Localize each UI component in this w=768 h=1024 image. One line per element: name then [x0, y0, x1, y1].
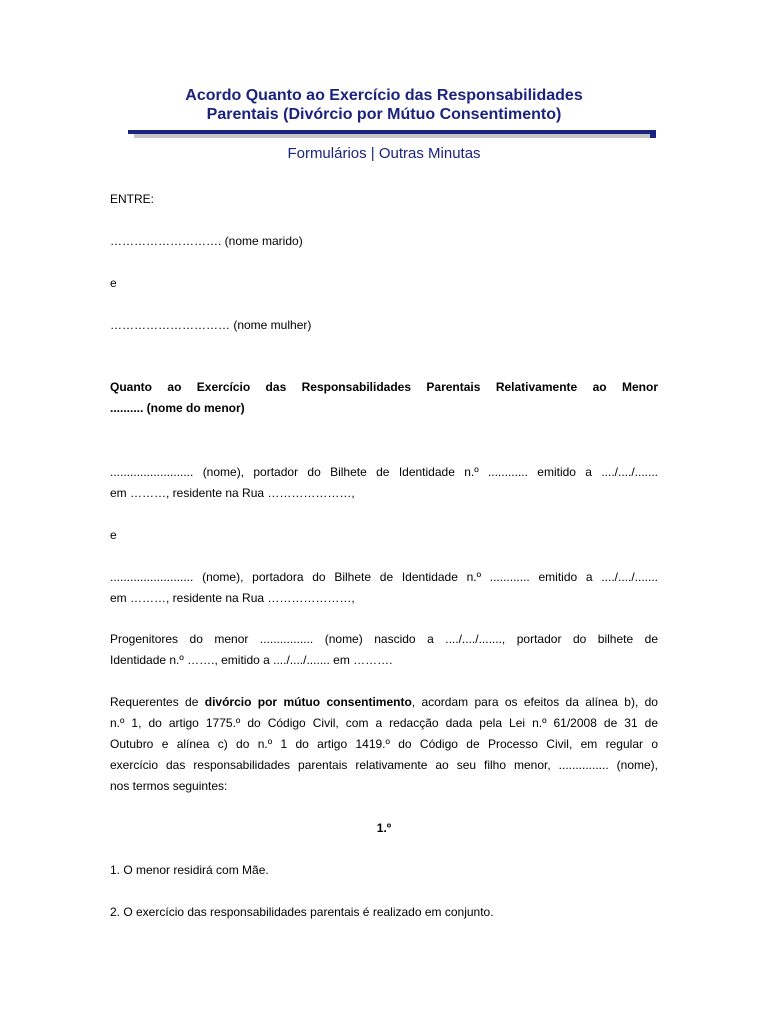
and-connector: e: [110, 276, 117, 290]
progenitors-line-1: Progenitores do menor ................ (nome) nascido a ..../..../......., portador do bilhete de: [110, 632, 658, 646]
document-subtitle: Formulários | Outras Minutas: [287, 145, 481, 162]
mother-line-2: em ………, residente na Rua …………………,: [110, 591, 355, 605]
between-label: ENTRE:: [110, 192, 155, 206]
request-rest: , acordam para os efeitos da alínea b), do: [411, 695, 658, 709]
and-connector-2: e: [110, 528, 117, 542]
request-line-3: Outubro e alínea c) do n.º 1 do artigo 1419.º do Código de Processo Civil, em regular o: [110, 737, 658, 751]
clause-item-2: 2. O exercício das responsabilidades parentais é realizado em conjunto.: [110, 905, 494, 919]
request-line-1: [110, 692, 658, 713]
mother-paragraph: [110, 567, 658, 609]
progenitors-paragraph: [110, 629, 658, 671]
clause-number: 1.º: [376, 821, 392, 835]
mother-line-1: ......................... (nome), portadora do Bilhete de Identidade n.º ............ emitido a ..../..../.......: [110, 570, 658, 584]
request-line-4: exercício das responsabilidades parentais relativamente ao seu filho menor, ............... (nome),: [110, 758, 658, 772]
request-line-2: n.º 1, do artigo 1775.º do Código Civil, com a redacção dada pela Lei n.º 61/2008 de 31 de: [110, 716, 658, 730]
request-prefix: Requerentes de: [110, 695, 205, 709]
request-paragraph: [110, 692, 658, 797]
minor-heading-line-1: Quanto ao Exercício das Responsabilidades Parentais Relativamente ao Menor: [110, 380, 658, 394]
request-bold: divórcio por mútuo consentimento: [204, 695, 412, 709]
father-line-1: ......................... (nome), portador do Bilhete de Identidade n.º ............ emitido a ..../..../.......: [110, 465, 658, 479]
minor-heading-line-2: .......... (nome do menor): [110, 401, 245, 415]
progenitors-line-2: Identidade n.º ……., emitido a ..../..../....... em ……….: [110, 653, 393, 667]
clause-item-1: 1. O menor residirá com Mãe.: [110, 863, 269, 877]
father-paragraph: [110, 462, 658, 504]
title-line-2: Parentais (Divórcio por Mútuo Consentimento): [206, 106, 562, 123]
title-rule: [128, 130, 652, 134]
father-line-2: em ………, residente na Rua …………………,: [110, 486, 355, 500]
request-line-5: nos termos seguintes:: [110, 779, 228, 793]
title-line-1: Acordo Quanto ao Exercício das Responsabilidades: [185, 87, 583, 104]
husband-name-line: ………………………. (nome marido): [110, 234, 303, 248]
wife-name-line: ………………………… (nome mulher): [110, 318, 312, 332]
minor-heading: [110, 377, 658, 419]
title-rule-end: [650, 130, 656, 138]
title-rule-shadow: [134, 134, 652, 138]
document-title: [110, 86, 658, 124]
